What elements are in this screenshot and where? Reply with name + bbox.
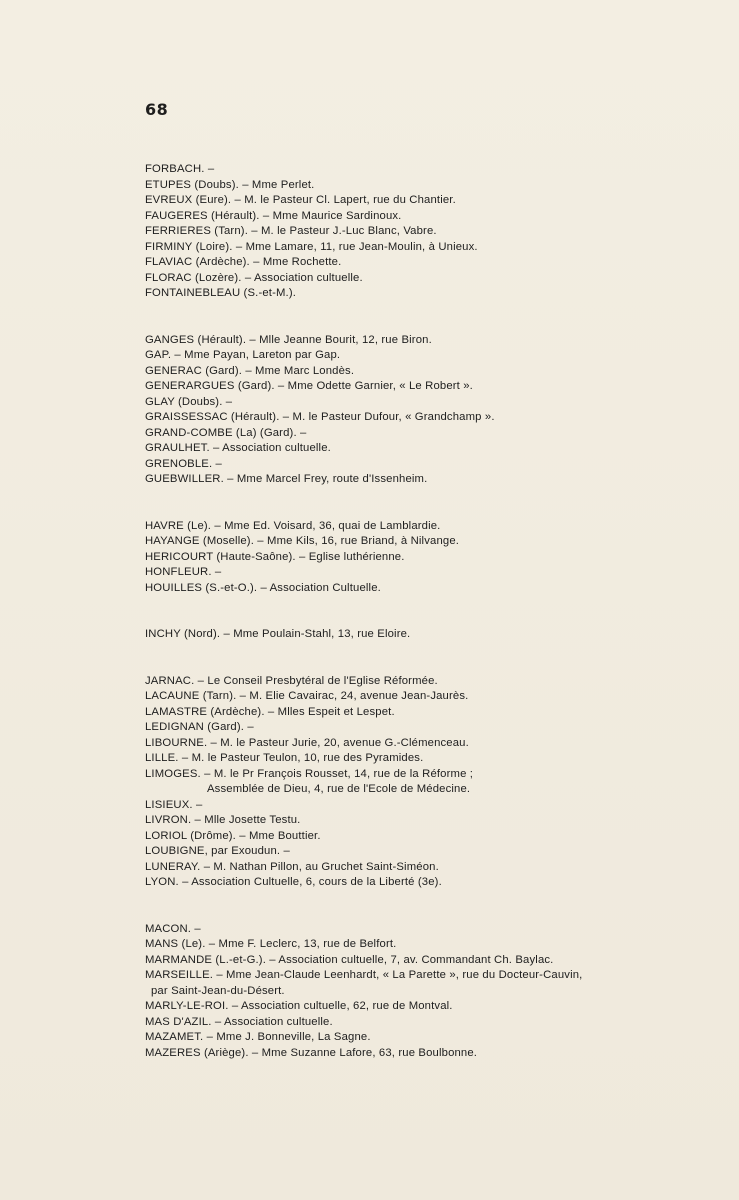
directory-entry: LUNERAY. – M. Nathan Pillon, au Gruchet Saint-Siméon. <box>145 860 439 873</box>
directory-entry: GRENOBLE. – <box>145 457 222 470</box>
page-number: 68 <box>145 100 169 119</box>
directory-entry: LAMASTRE (Ardèche). – Mlles Espeit et Lespet. <box>145 705 395 718</box>
directory-entry: JARNAC. – Le Conseil Presbytéral de l'Eglise Réformée. <box>145 674 438 687</box>
directory-entry: LIVRON. – Mlle Josette Testu. <box>145 814 301 826</box>
directory-entry: INCHY (Nord). – Mme Poulain-Stahl, 13, rue Eloire. <box>145 628 411 640</box>
directory-entry: MAZAMET. – Mme J. Bonneville, La Sagne. <box>145 1031 371 1043</box>
directory-entry: MARSEILLE. – Mme Jean-Claude Leenhardt, « La Parette », rue du Docteur-Cauvin, <box>145 969 583 981</box>
directory-entry: LEDIGNAN (Gard). – <box>145 721 254 733</box>
directory-entry: LORIOL (Drôme). – Mme Bouttier. <box>145 829 321 842</box>
entry-continuation: Assemblée de Dieu, 4, rue de l'Ecole de Médecine. <box>207 783 471 795</box>
directory-entry: GAP. – Mme Payan, Lareton par Gap. <box>145 349 341 361</box>
directory-entry: GANGES (Hérault). – Mlle Jeanne Bourit, 12, rue Biron. <box>145 333 432 346</box>
directory-section <box>145 674 725 891</box>
directory-entry: HONFLEUR. – <box>145 566 222 578</box>
directory-entry: GUEBWILLER. – Mme Marcel Frey, route d'Issenheim. <box>145 473 428 485</box>
directory-entry: HAVRE (Le). – Mme Ed. Voisard, 36, quai de Lamblardie. <box>145 519 441 532</box>
directory-section <box>145 627 725 643</box>
directory-entry: LYON. – Association Cultuelle, 6, cours de la Liberté (3e). <box>145 876 442 888</box>
directory-section <box>145 922 725 1062</box>
directory-entry: GRAISSESSAC (Hérault). – M. le Pasteur Dufour, « Grandchamp ». <box>145 411 495 423</box>
directory-entry: HOUILLES (S.-et-O.). – Association Cultuelle. <box>145 581 381 594</box>
directory-entry: LOUBIGNE, par Exoudun. – <box>145 845 290 857</box>
directory-entry: GLAY (Doubs). – <box>145 395 233 408</box>
directory-section <box>145 162 725 302</box>
directory-entry: GRAULHET. – Association cultuelle. <box>145 442 331 454</box>
directory-entry: FIRMINY (Loire). – Mme Lamare, 11, rue Jean-Moulin, à Unieux. <box>145 240 478 253</box>
directory-entry: LIMOGES. – M. le Pr François Rousset, 14, rue de la Réforme ; <box>145 767 474 780</box>
directory-entry: FLAVIAC (Ardèche). – Mme Rochette. <box>145 256 342 268</box>
directory-entry: FORBACH. – <box>145 163 215 175</box>
directory-entry: GENERARGUES (Gard). – Mme Odette Garnier, « Le Robert ». <box>145 380 473 392</box>
directory-entry: FLORAC (Lozère). – Association cultuelle. <box>145 271 363 284</box>
directory-listing <box>145 162 725 1061</box>
directory-entry: GENERAC (Gard). – Mme Marc Londès. <box>145 364 355 377</box>
directory-section <box>145 519 725 597</box>
directory-entry: LACAUNE (Tarn). – M. Elie Cavairac, 24, avenue Jean-Jaurès. <box>145 690 469 702</box>
entry-continuation: par Saint-Jean-du-Désert. <box>151 984 285 997</box>
directory-entry: MANS (Le). – Mme F. Leclerc, 13, rue de Belfort. <box>145 938 397 950</box>
directory-entry: MAZERES (Ariège). – Mme Suzanne Lafore, 63, rue Boulbonne. <box>145 1046 478 1059</box>
directory-entry: ETUPES (Doubs). – Mme Perlet. <box>145 178 315 191</box>
directory-entry: FAUGERES (Hérault). – Mme Maurice Sardinoux. <box>145 209 402 222</box>
directory-entry: HERICOURT (Haute-Saône). – Eglise luthérienne. <box>145 550 405 563</box>
directory-entry: FERRIERES (Tarn). – M. le Pasteur J.-Luc Blanc, Vabre. <box>145 225 437 237</box>
directory-entry: FONTAINEBLEAU (S.-et-M.). <box>145 287 297 299</box>
directory-entry: LILLE. – M. le Pasteur Teulon, 10, rue des Pyramides. <box>145 752 424 764</box>
directory-entry: MARLY-LE-ROI. – Association cultuelle, 62, rue de Montval. <box>145 1000 453 1012</box>
directory-entry: MAS D'AZIL. – Association cultuelle. <box>145 1015 333 1028</box>
directory-entry: HAYANGE (Moselle). – Mme Kils, 16, rue Briand, à Nilvange. <box>145 535 460 547</box>
directory-entry: LISIEUX. – <box>145 798 203 811</box>
directory-entry: GRAND-COMBE (La) (Gard). – <box>145 426 307 439</box>
directory-section <box>145 333 725 488</box>
directory-entry: MARMANDE (L.-et-G.). – Association cultuelle, 7, av. Commandant Ch. Baylac. <box>145 953 554 966</box>
directory-entry: MACON. – <box>145 922 201 935</box>
directory-entry: LIBOURNE. – M. le Pasteur Jurie, 20, avenue G.-Clémenceau. <box>145 736 469 749</box>
directory-entry: EVREUX (Eure). – M. le Pasteur Cl. Lapert, rue du Chantier. <box>145 194 456 206</box>
